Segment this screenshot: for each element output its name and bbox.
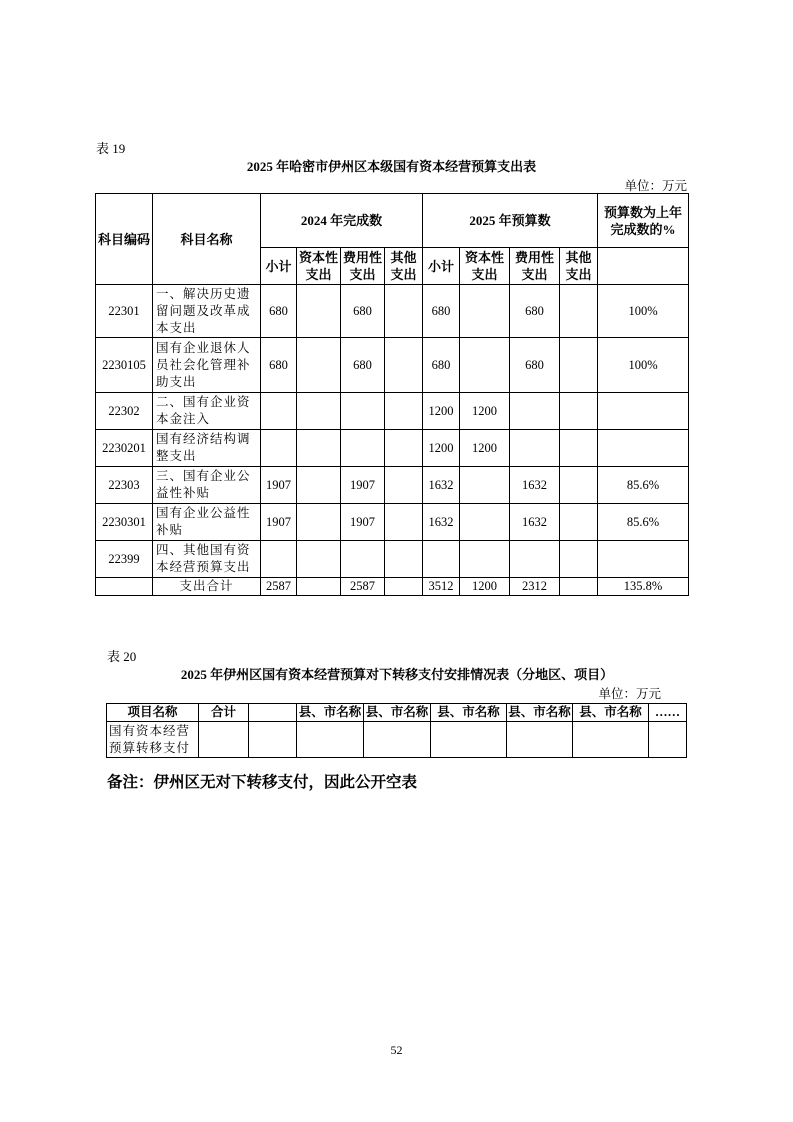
cell-b-oth	[560, 541, 598, 578]
header-expense-2025: 费用性支出	[510, 248, 560, 285]
cell-b-exp	[510, 393, 560, 430]
cell-b-sub: 1200	[423, 430, 460, 467]
header-capital-2024: 资本性支出	[297, 248, 341, 285]
cell-b-sub: 1632	[423, 467, 460, 504]
cell-b-cap	[460, 504, 510, 541]
cell-code: 2230301	[96, 504, 153, 541]
cell-a-oth	[385, 504, 423, 541]
header-cell: 县、市名称	[573, 704, 649, 722]
cell-a-oth	[385, 467, 423, 504]
table-cell	[431, 722, 507, 758]
cell-b-cap	[460, 338, 510, 393]
cell-ratio: 85.6%	[598, 504, 689, 541]
cell-a-cap	[297, 578, 341, 596]
cell-a-oth	[385, 285, 423, 338]
cell-name: 四、其他国有资本经营预算支出	[153, 541, 261, 578]
cell-a-cap	[297, 430, 341, 467]
table-row	[96, 578, 689, 596]
cell-b-exp	[510, 541, 560, 578]
cell-a-sub	[261, 393, 297, 430]
cell-b-sub: 680	[423, 338, 460, 393]
header-cell: 合计	[199, 704, 249, 722]
cell-b-sub: 680	[423, 285, 460, 338]
transfer-payment-table	[106, 703, 687, 758]
header-capital-2025: 资本性支出	[460, 248, 510, 285]
cell-b-sub: 3512	[423, 578, 460, 596]
footnote: 备注：伊州区无对下转移支付，因此公开空表	[107, 773, 418, 791]
table-row	[96, 541, 689, 578]
table-cell	[297, 722, 364, 758]
cell-ratio	[598, 541, 689, 578]
header-other-2025: 其他支出	[560, 248, 598, 285]
table-row	[107, 722, 687, 758]
cell-b-cap: 1200	[460, 393, 510, 430]
cell-b-oth	[560, 467, 598, 504]
cell-b-oth	[560, 430, 598, 467]
table20-title: 2025 年伊州区国有资本经营预算对下转移支付安排情况表（分地区、项目）	[180, 667, 614, 682]
cell-ratio	[598, 430, 689, 467]
cell-a-sub: 1907	[261, 504, 297, 541]
budget-expenditure-table	[95, 193, 689, 596]
cell-b-cap: 1200	[460, 430, 510, 467]
cell-name: 国有企业公益性补贴	[153, 504, 261, 541]
cell-name: 二、国有企业资本金注入	[153, 393, 261, 430]
cell-ratio: 100%	[598, 285, 689, 338]
cell-a-oth	[385, 430, 423, 467]
cell-a-sub: 1907	[261, 467, 297, 504]
table-cell	[649, 722, 687, 758]
table-row	[96, 504, 689, 541]
table-cell	[199, 722, 249, 758]
cell-b-exp: 680	[510, 338, 560, 393]
header-code: 科目编码	[96, 194, 153, 285]
cell-code: 22301	[96, 285, 153, 338]
header-ratio-blank	[598, 248, 689, 285]
cell-a-exp: 680	[341, 338, 385, 393]
header-cell: 县、市名称	[507, 704, 573, 722]
cell-a-sub	[261, 430, 297, 467]
cell-ratio: 100%	[598, 338, 689, 393]
cell-code: 2230105	[96, 338, 153, 393]
cell-name: 国有经济结构调整支出	[153, 430, 261, 467]
cell-b-cap	[460, 467, 510, 504]
cell-a-exp	[341, 393, 385, 430]
cell-a-oth	[385, 578, 423, 596]
header-cell: 县、市名称	[364, 704, 431, 722]
table-cell	[364, 722, 431, 758]
cell-a-exp: 680	[341, 285, 385, 338]
cell-b-sub: 1200	[423, 393, 460, 430]
cell-ratio: 135.8%	[598, 578, 689, 596]
cell-b-oth	[560, 393, 598, 430]
cell-name: 三、国有企业公益性补贴	[153, 467, 261, 504]
cell-a-sub	[261, 541, 297, 578]
header-2025: 2025 年预算数	[423, 194, 598, 248]
header-cell: 县、市名称	[297, 704, 364, 722]
cell-a-exp: 1907	[341, 504, 385, 541]
cell-b-oth	[560, 285, 598, 338]
table-row	[96, 467, 689, 504]
cell-code	[96, 578, 153, 596]
cell-a-exp: 1907	[341, 467, 385, 504]
header-2024: 2024 年完成数	[261, 194, 423, 248]
cell-ratio	[598, 393, 689, 430]
cell-a-exp	[341, 430, 385, 467]
cell-b-oth	[560, 338, 598, 393]
table-cell	[573, 722, 649, 758]
cell-name: 国有企业退休人员社会化管理补助支出	[153, 338, 261, 393]
cell-a-oth	[385, 338, 423, 393]
header-expense-2024: 费用性支出	[341, 248, 385, 285]
cell-a-cap	[297, 541, 341, 578]
cell-b-exp: 680	[510, 285, 560, 338]
cell-code: 22399	[96, 541, 153, 578]
cell-b-cap	[460, 541, 510, 578]
cell-b-exp: 1632	[510, 467, 560, 504]
cell-code: 2230201	[96, 430, 153, 467]
cell-a-sub: 680	[261, 338, 297, 393]
cell-b-exp	[510, 430, 560, 467]
cell-b-oth	[560, 578, 598, 596]
cell-b-oth	[560, 504, 598, 541]
cell-a-sub: 680	[261, 285, 297, 338]
cell-a-cap	[297, 504, 341, 541]
cell-name: 一、解决历史遗留问题及改革成本支出	[153, 285, 261, 338]
table19-title: 2025 年哈密市伊州区本级国有资本经营预算支出表	[246, 159, 537, 174]
cell-b-sub	[423, 541, 460, 578]
table19-unit: 单位：万元	[624, 179, 687, 193]
table-row	[96, 338, 689, 393]
cell-b-cap: 1200	[460, 578, 510, 596]
cell-code: 22302	[96, 393, 153, 430]
cell-a-oth	[385, 541, 423, 578]
cell-a-exp: 2587	[341, 578, 385, 596]
cell-a-cap	[297, 467, 341, 504]
header-subtotal-2024: 小计	[261, 248, 297, 285]
table20-label: 表 20	[107, 649, 137, 664]
table-row	[96, 430, 689, 467]
header-subtotal-2025: 小计	[423, 248, 460, 285]
table-cell	[249, 722, 297, 758]
page-number: 52	[390, 1043, 403, 1057]
header-other-2024: 其他支出	[385, 248, 423, 285]
table-cell: 国有资本经营预算转移支付	[107, 722, 199, 758]
cell-name: 支出合计	[153, 578, 261, 596]
cell-a-cap	[297, 285, 341, 338]
header-cell: ……	[649, 704, 687, 722]
cell-code: 22303	[96, 467, 153, 504]
cell-b-exp: 2312	[510, 578, 560, 596]
table20-unit: 单位：万元	[598, 687, 661, 701]
cell-ratio: 85.6%	[598, 467, 689, 504]
header-name: 科目名称	[153, 194, 261, 285]
header-ratio: 预算数为上年完成数的%	[598, 194, 689, 248]
table-row	[96, 393, 689, 430]
table-cell	[507, 722, 573, 758]
cell-a-cap	[297, 393, 341, 430]
header-cell: 县、市名称	[431, 704, 507, 722]
cell-b-exp: 1632	[510, 504, 560, 541]
cell-a-oth	[385, 393, 423, 430]
cell-a-cap	[297, 338, 341, 393]
header-cell	[249, 704, 297, 722]
table-row	[96, 285, 689, 338]
table19-label: 表 19	[96, 141, 126, 156]
cell-a-sub: 2587	[261, 578, 297, 596]
cell-a-exp	[341, 541, 385, 578]
header-cell: 项目名称	[107, 704, 199, 722]
cell-b-sub: 1632	[423, 504, 460, 541]
cell-b-cap	[460, 285, 510, 338]
table-header-row	[107, 704, 687, 722]
